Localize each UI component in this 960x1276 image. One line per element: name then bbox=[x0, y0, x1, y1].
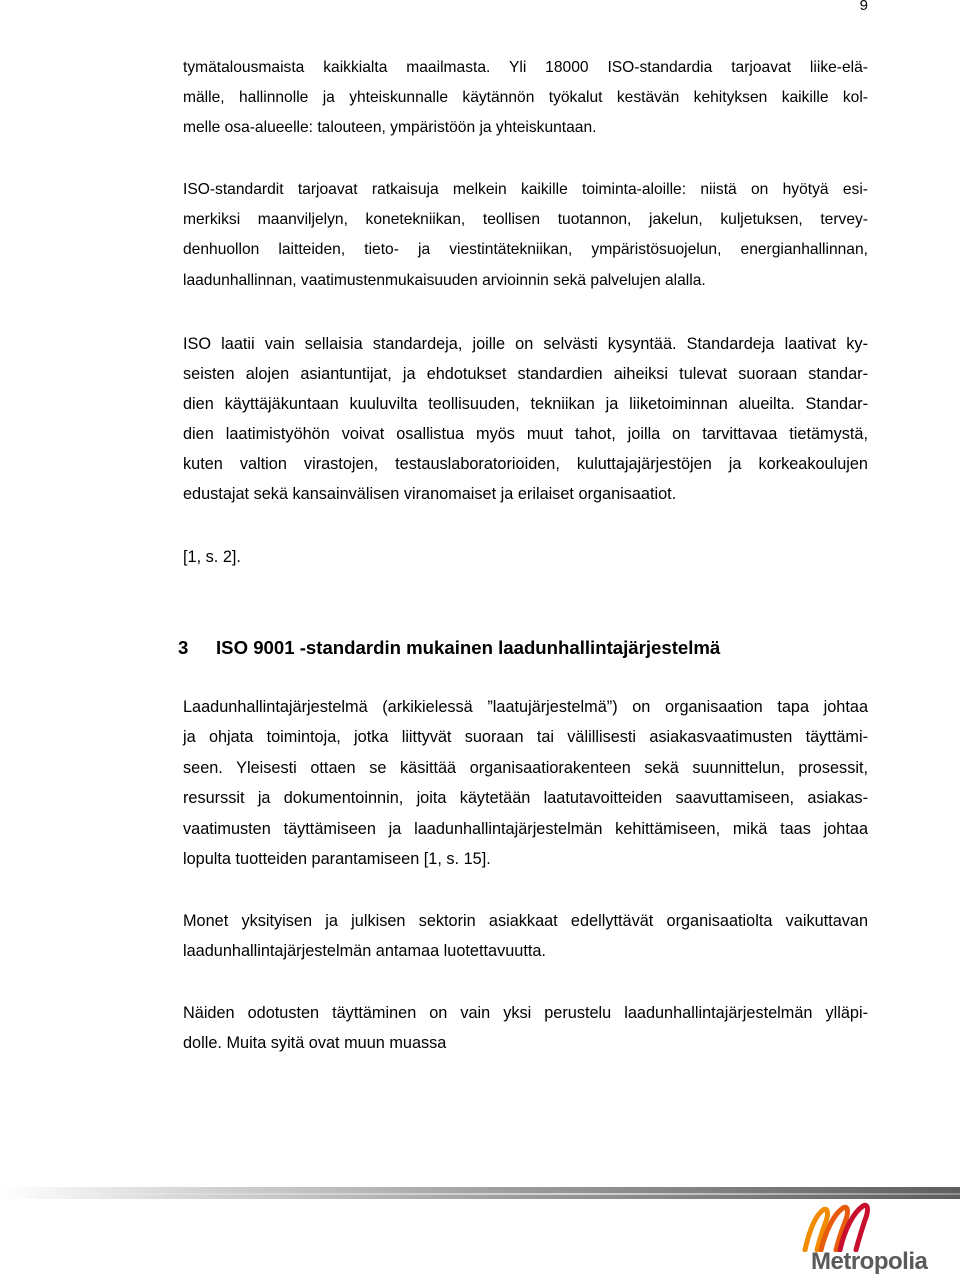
section-title: ISO 9001 -standardin mukainen laadunhallintajärjestelmä bbox=[216, 637, 721, 658]
section-number: 3 bbox=[178, 637, 189, 658]
paragraph-line: denhuollon laitteiden, tieto- ja viestintätekniikan, ympäristösuojelun, energianhallinnan, bbox=[183, 241, 868, 258]
citation: [1, s. 2]. bbox=[183, 548, 241, 566]
paragraph-line: ISO laatii vain sellaisia standardeja, joille on selvästi kysyntää. Standardeja laativat ky- bbox=[183, 335, 868, 353]
section-heading bbox=[178, 636, 720, 660]
paragraph-line: laadunhallinnan, vaatimustenmukaisuuden arvioinnin sekä palvelujen alalla. bbox=[183, 272, 706, 289]
paragraph-line: Näiden odotusten täyttäminen on vain yksi perustelu laadunhallintajärjestelmän ylläpi- bbox=[183, 1004, 868, 1022]
paragraph-line: seisten alojen asiantuntijat, ja ehdotukset standardien aiheiksi tulevat suoraan standar- bbox=[183, 365, 868, 383]
paragraph-line: Monet yksityisen ja julkisen sektorin asiakkaat edellyttävät organisaatiolta vaikuttavan bbox=[183, 912, 868, 930]
logo-text: Metropolia bbox=[811, 1248, 928, 1275]
paragraph-line: ISO-standardit tarjoavat ratkaisuja melkein kaikille toiminta-aloille: niistä on hyötyä esi- bbox=[183, 181, 868, 198]
footer-divider bbox=[0, 1193, 960, 1195]
metropolia-logo-mark-icon bbox=[801, 1202, 911, 1252]
paragraph-line: laadunhallintajärjestelmän antamaa luotettavuutta. bbox=[183, 942, 546, 960]
paragraph-line: ja ohjata toimintoja, jotka liittyvät suoraan tai välillisesti asiakasvaatimusten täyttämi- bbox=[183, 728, 868, 746]
paragraph-line: lopulta tuotteiden parantamiseen [1, s. 15]. bbox=[183, 850, 491, 868]
paragraph-line: melle osa-alueelle: talouteen, ympäristöön ja yhteiskuntaan. bbox=[183, 119, 597, 136]
paragraph-line: dolle. Muita syitä ovat muun muassa bbox=[183, 1034, 447, 1052]
page-number: 9 bbox=[859, 0, 868, 14]
metropolia-logo bbox=[795, 1198, 928, 1276]
paragraph-line: edustajat sekä kansainvälisen viranomaiset ja erilaiset organisaatiot. bbox=[183, 485, 677, 503]
paragraph-line: seen. Yleisesti ottaen se käsittää organisaatiorakenteen sekä suunnittelun, prosessit, bbox=[183, 759, 868, 777]
paragraph-line: kuten valtion virastojen, testauslaboratorioiden, kuluttajajärjestöjen ja korkeakoulujen bbox=[183, 455, 868, 473]
paragraph-line: tymätalousmaista kaikkialta maailmasta. Yli 18000 ISO-standardia tarjoavat liike-elä- bbox=[183, 59, 868, 76]
paragraph-line: resurssit ja dokumentoinnin, joita käytetään laatutavoitteiden saavuttamiseen, asiakas- bbox=[183, 789, 868, 807]
paragraph-line: dien käyttäjäkuntaan kuuluvilta teollisuuden, tekniikan ja liiketoiminnan alueilta. Standar- bbox=[183, 395, 868, 413]
paragraph-line: mälle, hallinnolle ja yhteiskunnalle käytännön työkalut kestävän kehityksen kaikille kol- bbox=[183, 89, 868, 106]
paragraph-line: merkiksi maanviljelyn, konetekniikan, teollisen tuotannon, jakelun, kuljetuksen, tervey- bbox=[183, 211, 868, 228]
paragraph-line: dien laatimistyöhön voivat osallistua myös muut tahot, joilla on tarvittavaa tietämystä, bbox=[183, 425, 868, 443]
paragraph-line: vaatimusten täyttämiseen ja laadunhallintajärjestelmän kehittämiseen, mikä taas johtaa bbox=[183, 820, 868, 838]
paragraph-line: Laadunhallintajärjestelmä (arkikielessä ”laatujärjestelmä”) on organisaation tapa johtaa bbox=[183, 698, 868, 716]
